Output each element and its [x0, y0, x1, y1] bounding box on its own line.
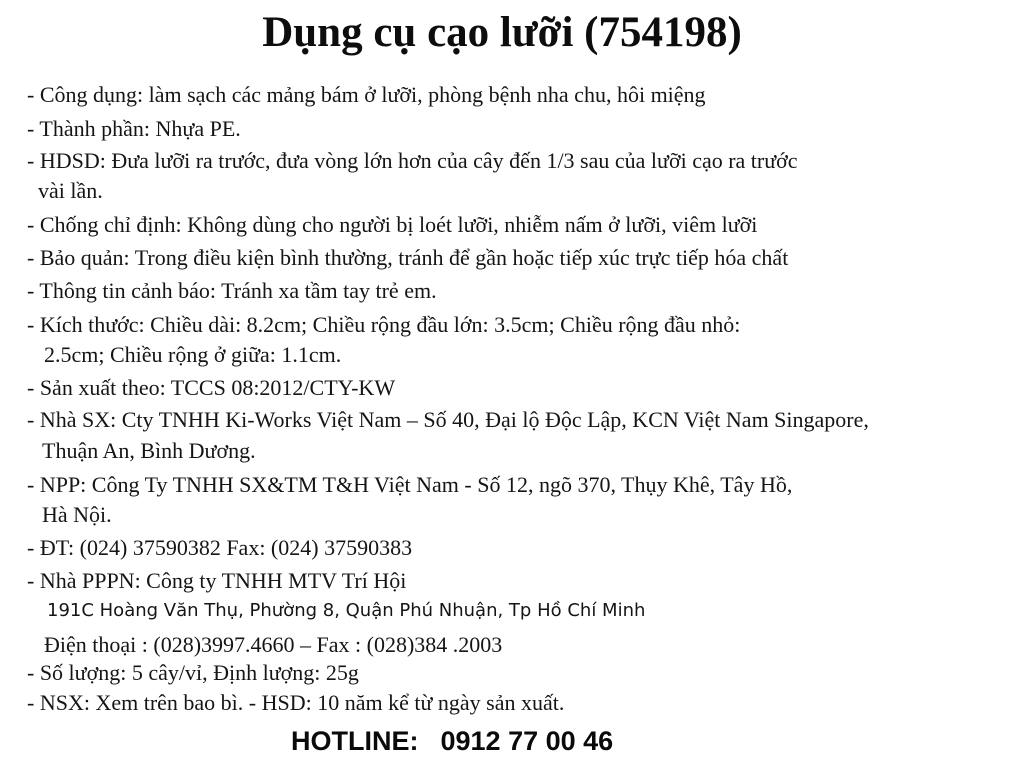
hotline-number: 0912 77 00 46	[440, 726, 614, 756]
importer-address-line: 191C Hoàng Văn Thụ, Phường 8, Quận Phú Nhuận, Tp Hồ Chí Minh	[47, 600, 646, 621]
instructions-line: - HDSD: Đưa lưỡi ra trước, đưa vòng lớn hơn của cây đến 1/3 sau của lưỡi cạo ra trước	[27, 148, 798, 173]
importer-phone-line: Điện thoại : (028)3997.4660 – Fax : (028)384 .2003	[44, 632, 503, 657]
distributor-line-cont: Hà Nội.	[42, 502, 112, 527]
dimensions-line: - Kích thước: Chiều dài: 8.2cm; Chiều rộng đầu lớn: 3.5cm; Chiều rộng đầu nhỏ:	[27, 312, 741, 337]
phone-fax-line: - ĐT: (024) 37590382 Fax: (024) 37590383	[27, 535, 413, 560]
ingredients-line: - Thành phần: Nhựa PE.	[27, 116, 241, 141]
storage-line: - Bảo quản: Trong điều kiện bình thường, tránh để gần hoặc tiếp xúc trực tiếp hóa chất	[27, 245, 789, 270]
instructions-line-cont: vài lần.	[38, 178, 103, 203]
warning-line: - Thông tin cảnh báo: Tránh xa tầm tay trẻ em.	[27, 278, 437, 303]
contraindication-line: - Chống chỉ định: Không dùng cho người bị loét lưỡi, nhiễm nấm ở lưỡi, viêm lưỡi	[27, 212, 758, 237]
hotline-label: HOTLINE:	[291, 726, 419, 756]
dates-line: - NSX: Xem trên bao bì. - HSD: 10 năm kể từ ngày sản xuất.	[27, 690, 565, 715]
usage-line: - Công dụng: làm sạch các mảng bám ở lưỡi, phòng bệnh nha chu, hôi miệng	[27, 82, 706, 107]
quantity-line: - Số lượng: 5 cây/vỉ, Định lượng: 25g	[27, 660, 359, 685]
dimensions-line-cont: 2.5cm; Chiều rộng ở giữa: 1.1cm.	[44, 342, 342, 367]
standard-line: - Sản xuất theo: TCCS 08:2012/CTY-KW	[27, 375, 396, 400]
product-title: Dụng cụ cạo lưỡi (754198)	[262, 9, 742, 56]
manufacturer-line-cont: Thuận An, Bình Dương.	[42, 438, 256, 463]
manufacturer-line: - Nhà SX: Cty TNHH Ki-Works Việt Nam – Số 40, Đại lộ Độc Lập, KCN Việt Nam Singapore,	[27, 407, 869, 432]
hotline	[291, 724, 613, 758]
distributor-line: - NPP: Công Ty TNHH SX&TM T&H Việt Nam - Số 12, ngõ 370, Thụy Khê, Tây Hồ,	[27, 472, 793, 497]
importer-line: - Nhà PPPN: Công ty TNHH MTV Trí Hội	[27, 568, 407, 593]
